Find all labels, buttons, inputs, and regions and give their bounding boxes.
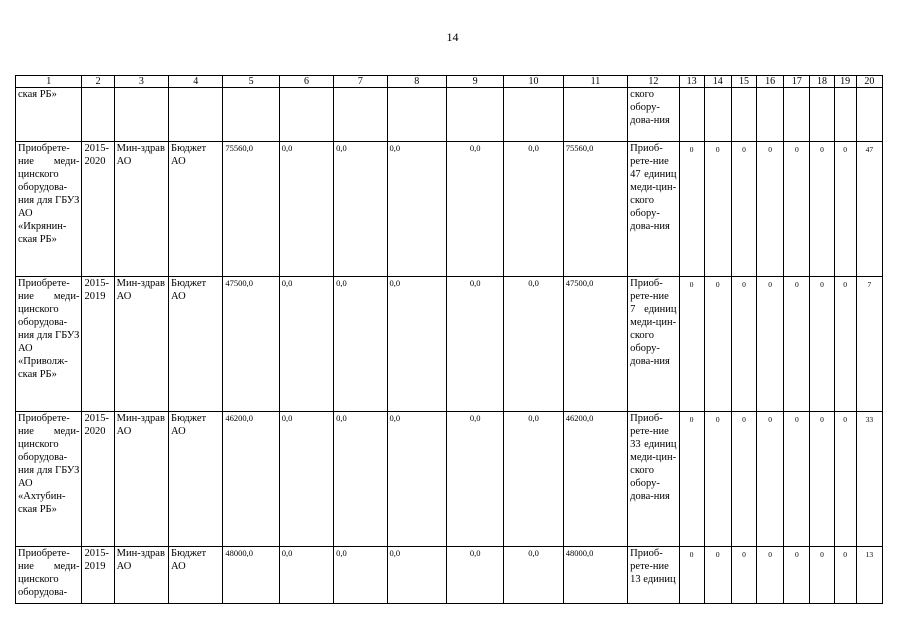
cell-value: 0,0 [334,277,387,412]
cell-value: 0,0 [504,277,563,412]
header-cell: 5 [223,76,279,88]
header-cell: 12 [628,76,679,88]
cell-value: 0,0 [387,142,446,277]
cell-empty [784,88,810,142]
cell-value: 0 [784,412,810,547]
cell-empty [387,88,446,142]
cell-total: 48000,0 [223,547,279,604]
cell-value: 0 [679,142,704,277]
cell-executor: Мин-здрав АО [114,412,168,547]
cell-value: 0 [784,547,810,604]
cell-empty [334,88,387,142]
cell-value: 0 [834,547,856,604]
header-cell: 10 [504,76,563,88]
cell-result: ского обору-дова-ния [628,88,679,142]
cell-empty [279,88,333,142]
header-cell: 14 [704,76,731,88]
cell-empty [810,88,834,142]
table-row-continuation [16,88,883,142]
cell-value: 0,0 [387,277,446,412]
table-row [16,142,883,277]
header-cell: 1 [16,76,82,88]
cell-period: 2015-2019 [82,277,114,412]
cell-value: 0,0 [387,547,446,604]
table-row [16,547,883,604]
cell-empty [563,88,627,142]
cell-value: 0,0 [334,547,387,604]
cell-value: 0,0 [446,547,503,604]
cell-result: Приоб-рете-ние 47 единиц меди-цин-ского обору-дова-ния [628,142,679,277]
cell-value: 0 [731,142,756,277]
cell-value: 0,0 [504,547,563,604]
cell-total: 47500,0 [223,277,279,412]
cell-value: 75560,0 [563,142,627,277]
header-cell: 11 [563,76,627,88]
cell-value: 0,0 [387,412,446,547]
cell-source: Бюджет АО [169,277,223,412]
cell-name: Приобрете-ние меди-цинского оборудова-ния для ГБУЗ АО «Икрянин-ская РБ» [16,142,82,277]
cell-value: 0 [704,142,731,277]
cell-empty [757,88,784,142]
page-number: 14 [446,30,459,44]
cell-value: 0,0 [279,142,333,277]
cell-empty [704,88,731,142]
cell-value: 0 [679,412,704,547]
cell-total: 75560,0 [223,142,279,277]
cell-name: Приобрете-ние меди-цинского оборудова- [16,547,82,604]
cell-value: 0 [731,277,756,412]
cell-empty [82,88,114,142]
cell-value: 0,0 [446,142,503,277]
cell-executor: Мин-здрав АО [114,142,168,277]
cell-value: 0 [810,277,834,412]
cell-value: 13 [856,547,882,604]
header-cell: 3 [114,76,168,88]
cell-value: 48000,0 [563,547,627,604]
table-row [16,277,883,412]
header-cell: 18 [810,76,834,88]
cell-executor: Мин-здрав АО [114,277,168,412]
cell-value: 0 [757,142,784,277]
cell-value: 0,0 [334,412,387,547]
cell-value: 0,0 [279,547,333,604]
cell-value: 0 [784,142,810,277]
cell-value: 46200,0 [563,412,627,547]
program-table [15,75,883,604]
cell-empty [169,88,223,142]
cell-value: 0 [704,547,731,604]
cell-source: Бюджет АО [169,547,223,604]
cell-value: 0 [757,547,784,604]
cell-value: 0 [784,277,810,412]
cell-value: 0 [704,277,731,412]
cell-empty [223,88,279,142]
cell-value: 0 [757,412,784,547]
header-cell: 13 [679,76,704,88]
header-cell: 20 [856,76,882,88]
cell-value: 0 [834,142,856,277]
cell-value: 0,0 [446,277,503,412]
header-cell: 2 [82,76,114,88]
cell-value: 0,0 [279,277,333,412]
cell-value: 0 [679,277,704,412]
cell-value: 0 [679,547,704,604]
cell-value: 0,0 [504,142,563,277]
header-cell: 17 [784,76,810,88]
cell-value: 47500,0 [563,277,627,412]
cell-value: 0 [757,277,784,412]
table-row [16,412,883,547]
header-cell: 8 [387,76,446,88]
cell-empty [114,88,168,142]
cell-total: 46200,0 [223,412,279,547]
cell-empty [834,88,856,142]
cell-empty [679,88,704,142]
cell-value: 0 [810,412,834,547]
cell-empty [446,88,503,142]
cell-executor: Мин-здрав АО [114,547,168,604]
cell-name: Приобрете-ние меди-цинского оборудова-ния для ГБУЗ АО «Ахтубин-ская РБ» [16,412,82,547]
cell-value: 0,0 [446,412,503,547]
cell-value: 0 [731,547,756,604]
cell-value: 0 [834,277,856,412]
cell-empty [856,88,882,142]
cell-result: Приоб-рете-ние 33 единиц меди-цин-ского обору-дова-ния [628,412,679,547]
cell-value: 7 [856,277,882,412]
cell-period: 2015-2019 [82,547,114,604]
cell-result: Приоб-рете-ние 7 единиц меди-цин-ского обору-дова-ния [628,277,679,412]
cell-value: 0 [810,547,834,604]
header-cell: 9 [446,76,503,88]
cell-result: Приоб-рете-ние 13 единиц [628,547,679,604]
cell-source: Бюджет АО [169,142,223,277]
header-cell: 16 [757,76,784,88]
cell-empty [504,88,563,142]
cell-value: 0 [810,142,834,277]
cell-name: Приобрете-ние меди-цинского оборудова-ния для ГБУЗ АО «Приволж-ская РБ» [16,277,82,412]
header-cell: 4 [169,76,223,88]
header-cell: 15 [731,76,756,88]
cell-value: 0,0 [334,142,387,277]
cell-period: 2015-2020 [82,412,114,547]
header-cell: 19 [834,76,856,88]
header-cell: 7 [334,76,387,88]
cell-period: 2015-2020 [82,142,114,277]
cell-value: 0 [704,412,731,547]
cell-empty [731,88,756,142]
cell-name: ская РБ» [16,88,82,142]
cell-value: 47 [856,142,882,277]
cell-value: 0,0 [279,412,333,547]
cell-value: 0 [834,412,856,547]
header-cell: 6 [279,76,333,88]
cell-value: 0,0 [504,412,563,547]
cell-value: 33 [856,412,882,547]
cell-value: 0 [731,412,756,547]
header-row [16,76,883,88]
cell-source: Бюджет АО [169,412,223,547]
